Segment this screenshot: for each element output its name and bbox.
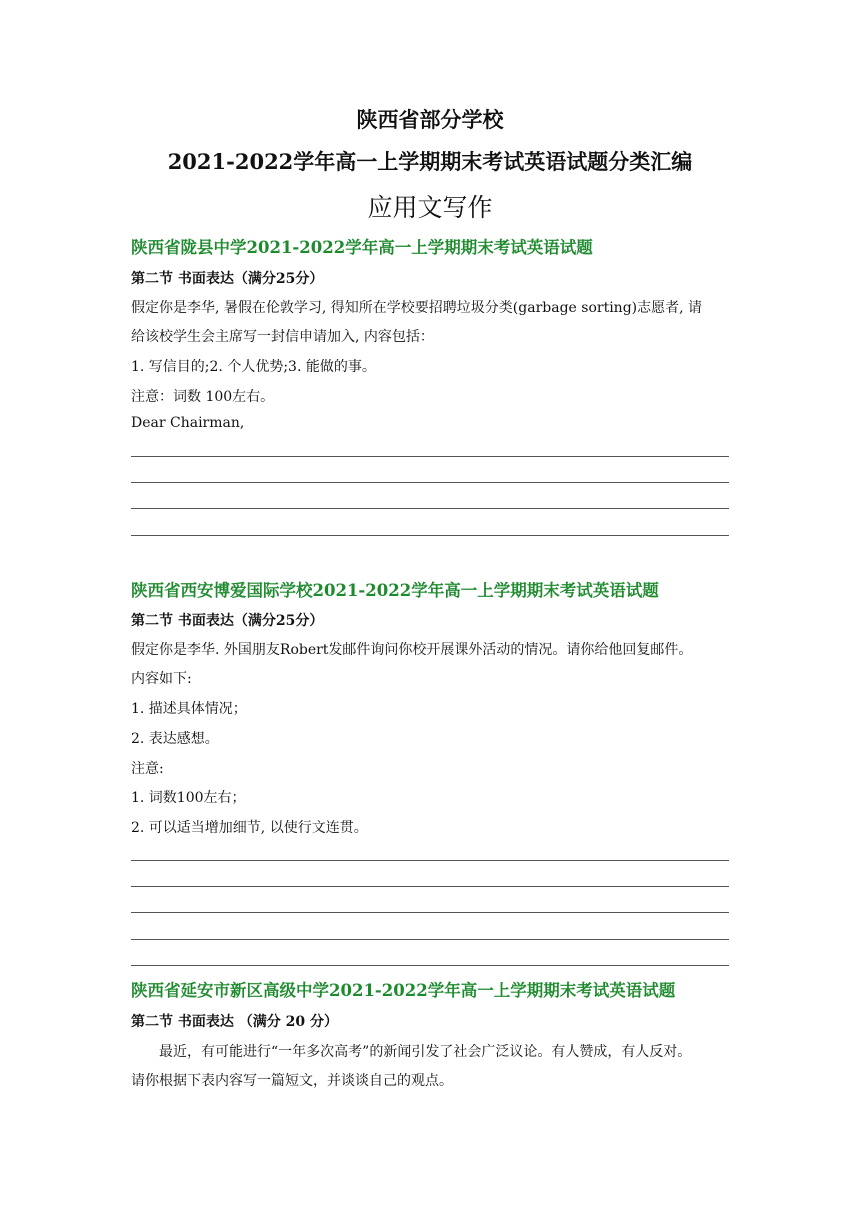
doc-title-line1: 陕西省部分学校 [356,107,504,132]
section1-title: 陕西省陇县中学2021-2022学年高一上学期期末考试英语试题 [131,238,593,257]
answer-line [131,886,729,887]
section1-subtitle: 第二节 书面表达（满分25分） [131,271,324,287]
section2-line: 2. 可以适当增加细节, 以使行文连贯。 [131,820,368,836]
section2-line: 注意: [131,761,164,777]
answer-line [131,456,729,457]
section2-line: 2. 表达感想。 [131,731,219,747]
section2-line: 1. 词数100左右； [131,790,246,806]
section1-line: 注意：词数 100左右。 [131,389,275,405]
section2-line: 内容如下: [131,671,192,687]
section1-line: Dear Chairman, [131,415,245,431]
answer-line [131,912,729,913]
answer-line [131,508,729,509]
section2-title: 陕西省西安博爱国际学校2021-2022学年高一上学期期末考试英语试题 [131,581,659,600]
section1-line: 假定你是李华, 暑假在伦敦学习, 得知所在学校要招聘垃圾分类(garbage sorting)志愿者, 请 [131,300,703,316]
section3-line: 请你根据下表内容写一篇短文，并谈谈自己的观点。 [131,1073,453,1089]
answer-line [131,860,729,861]
section1-line: 1. 写信目的;2. 个人优势;3. 能做的事。 [131,359,376,375]
section2-line: 假定你是李华. 外国朋友Robert发邮件询问你校开展课外活动的情况。请你给他回复邮件。 [131,642,693,658]
section2-line: 1. 描述具体情况； [131,701,247,717]
section3-line: 最近，有可能进行“一年多次高考”的新闻引发了社会广泛议论。有人赞成，有人反对。 [159,1044,692,1060]
answer-line [131,482,729,483]
answer-line [131,939,729,940]
answer-line [131,965,729,966]
answer-line [131,535,729,536]
section3-subtitle: 第二节 书面表达 （满分 20 分） [131,1014,338,1030]
section1-line: 给该校学生会主席写一封信申请加入, 内容包括： [131,329,434,345]
doc-title-line2: 2021-2022学年高一上学期期末考试英语试题分类汇编 [167,149,693,174]
section2-subtitle: 第二节 书面表达（满分25分） [131,613,324,629]
section3-title: 陕西省延安市新区高级中学2021-2022学年高一上学期期末考试英语试题 [131,981,676,1000]
doc-title-line3: 应用文写作 [367,193,493,222]
